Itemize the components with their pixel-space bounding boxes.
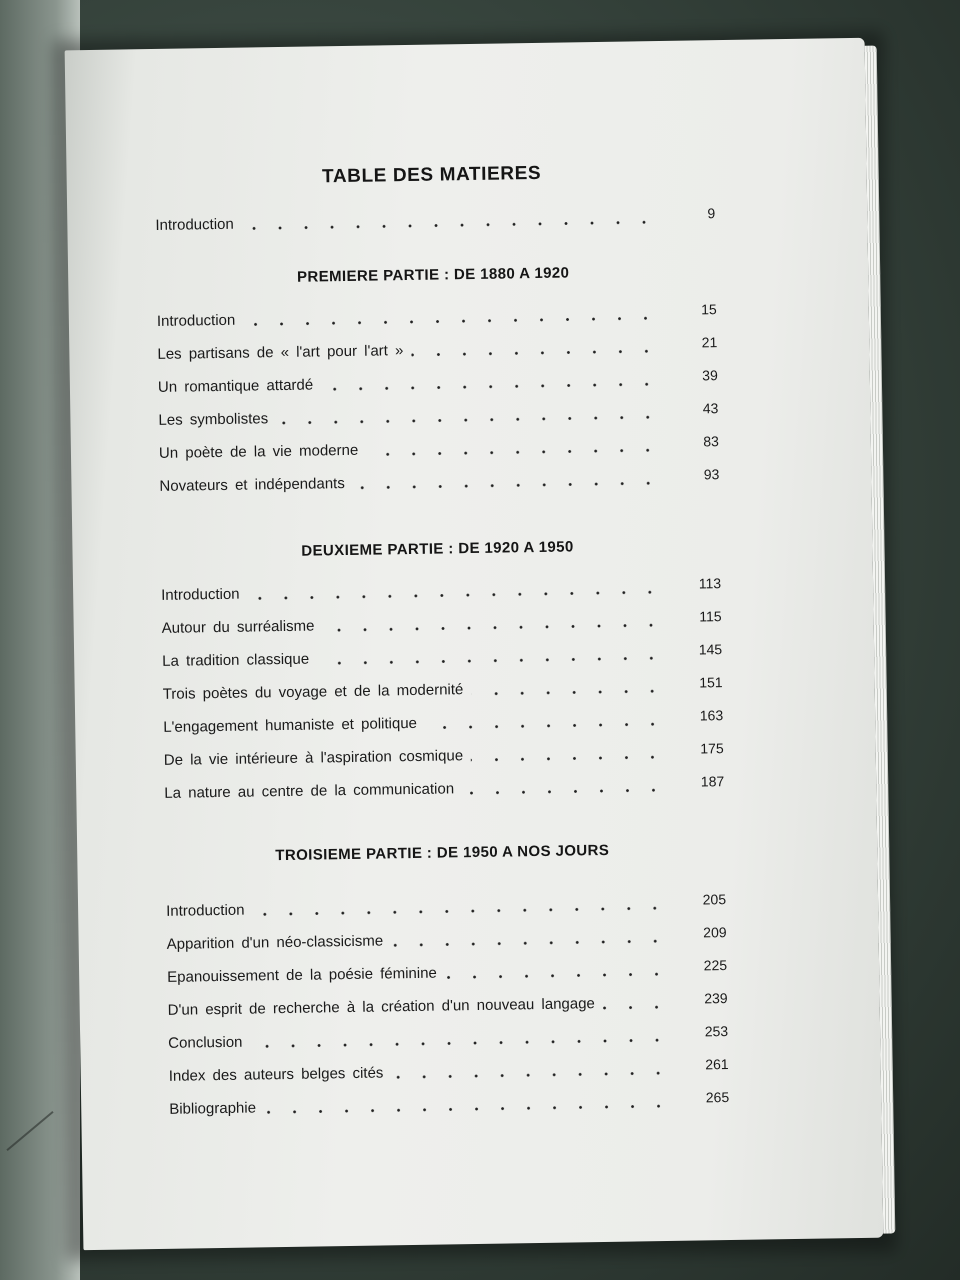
toc-entry[interactable] bbox=[168, 1056, 729, 1088]
toc-entry[interactable] bbox=[166, 891, 727, 923]
toc-entry-page: 175 bbox=[700, 740, 724, 757]
toc-entry-page: 205 bbox=[702, 891, 727, 908]
toc-entry-label: Introduction bbox=[166, 901, 245, 920]
leader-dots bbox=[471, 689, 664, 696]
toc-entry-label: Un romantique attardé bbox=[157, 376, 314, 396]
toc-entry-page: 253 bbox=[704, 1023, 729, 1040]
toc-entry[interactable] bbox=[156, 301, 717, 333]
toc-entry[interactable] bbox=[163, 740, 724, 772]
toc-entry-label: Introduction bbox=[161, 585, 240, 604]
toc-entry[interactable] bbox=[168, 1023, 729, 1055]
toc-entry-page: 9 bbox=[707, 205, 716, 222]
leader-dots bbox=[445, 972, 669, 980]
toc-entry-label: Introduction bbox=[155, 215, 234, 234]
leader-dots bbox=[321, 382, 660, 391]
book-page bbox=[65, 38, 884, 1250]
toc-entry-label: Conclusion bbox=[168, 1033, 243, 1052]
leader-dots bbox=[253, 906, 669, 917]
toc-entry[interactable] bbox=[163, 707, 724, 739]
toc-entry-label: L'engagement humaniste et politique bbox=[163, 714, 418, 736]
toc-entry[interactable] bbox=[166, 924, 727, 956]
toc-entry-label: Autour du surréalisme bbox=[161, 617, 315, 637]
toc-entry-page: 43 bbox=[702, 400, 719, 417]
toc-entry-label: Apparition d'un néo-classicisme bbox=[166, 932, 384, 953]
toc-entry-page: 209 bbox=[703, 924, 727, 941]
toc-entry-label: Epanouissement de la poésie féminine bbox=[167, 964, 437, 986]
part-heading-1: PREMIERE PARTIE : DE 1880 A 1920 bbox=[296, 264, 570, 286]
toc-entry-introduction[interactable] bbox=[155, 205, 716, 237]
leader-dots bbox=[276, 415, 660, 425]
toc-entry[interactable] bbox=[159, 466, 720, 498]
toc-entry-page: 151 bbox=[699, 674, 723, 691]
toc-entry-page: 15 bbox=[701, 301, 717, 318]
toc-entry[interactable] bbox=[161, 608, 722, 640]
leader-dots bbox=[471, 755, 666, 762]
leader-dots bbox=[243, 316, 659, 327]
toc-entry-page: 93 bbox=[703, 466, 720, 483]
toc-entry[interactable] bbox=[158, 433, 719, 465]
toc-entry-page: 39 bbox=[702, 367, 718, 384]
toc-entry[interactable] bbox=[157, 334, 718, 366]
page-title: TABLE DES MATIERES bbox=[321, 162, 542, 188]
toc-entry-label: Introduction bbox=[156, 311, 236, 330]
toc-entry-page: 265 bbox=[705, 1089, 730, 1106]
toc-entry-page: 163 bbox=[699, 707, 724, 724]
toc-entry[interactable] bbox=[158, 400, 719, 432]
toc-entry-label: Trois poètes du voyage et de la modernité bbox=[162, 681, 464, 703]
leader-dots bbox=[462, 788, 666, 795]
toc-entry-page: 115 bbox=[699, 608, 722, 625]
leader-dots bbox=[366, 448, 661, 457]
toc-entry-label: La tradition classique bbox=[162, 650, 310, 670]
leader-dots bbox=[353, 481, 662, 490]
toc-entry-label: Bibliographie bbox=[169, 1099, 257, 1118]
part-heading-3: TROISIEME PARTIE : DE 1950 A NOS JOURS bbox=[275, 841, 610, 865]
leader-dots bbox=[322, 623, 663, 632]
toc-entry-page: 239 bbox=[704, 990, 728, 1007]
leader-dots bbox=[391, 939, 669, 947]
toc-entry[interactable] bbox=[167, 957, 728, 989]
toc-entry-page: 261 bbox=[705, 1056, 729, 1073]
leader-dots bbox=[250, 1038, 670, 1049]
toc-entry-page: 83 bbox=[703, 433, 719, 450]
toc-entry-label: Novateurs et indépendants bbox=[159, 475, 345, 495]
leader-dots bbox=[317, 656, 664, 665]
toc-entry-label: La nature au centre de la communication bbox=[164, 780, 455, 802]
leader-dots bbox=[425, 722, 665, 730]
toc-entry[interactable] bbox=[162, 641, 723, 673]
leader-dots bbox=[242, 220, 658, 231]
toc-entry[interactable] bbox=[157, 367, 718, 399]
toc-entry[interactable] bbox=[164, 773, 725, 805]
toc-entry-label: Index des auteurs belges cités bbox=[168, 1064, 384, 1085]
leader-dots bbox=[391, 1071, 670, 1079]
toc-entry-page: 145 bbox=[698, 641, 723, 658]
toc-entry-page: 113 bbox=[698, 575, 722, 592]
toc-entry-label: De la vie intérieure à l'aspiration cosmique bbox=[163, 747, 464, 769]
toc-entry[interactable] bbox=[161, 575, 722, 607]
leader-dots bbox=[264, 1104, 671, 1114]
part-heading-2: DEUXIEME PARTIE : DE 1920 A 1950 bbox=[301, 538, 574, 560]
leader-dots bbox=[411, 349, 659, 357]
toc-entry-page: 21 bbox=[701, 334, 718, 351]
toc-entry[interactable] bbox=[167, 990, 728, 1022]
leader-dots bbox=[603, 1005, 670, 1010]
toc-entry-label: Les symbolistes bbox=[158, 410, 269, 429]
toc-entry-label: Les partisans de « l'art pour l'art » bbox=[157, 342, 404, 363]
toc-entry[interactable] bbox=[162, 674, 723, 706]
leader-dots bbox=[248, 590, 664, 601]
toc-entry-label: Un poète de la vie moderne bbox=[158, 441, 359, 462]
toc-entry-label: D'un esprit de recherche à la création d'un nouveau langage bbox=[167, 995, 595, 1019]
toc-entry-page: 187 bbox=[700, 773, 725, 790]
toc-entry-page: 225 bbox=[703, 957, 728, 974]
toc-entry[interactable] bbox=[169, 1089, 730, 1121]
